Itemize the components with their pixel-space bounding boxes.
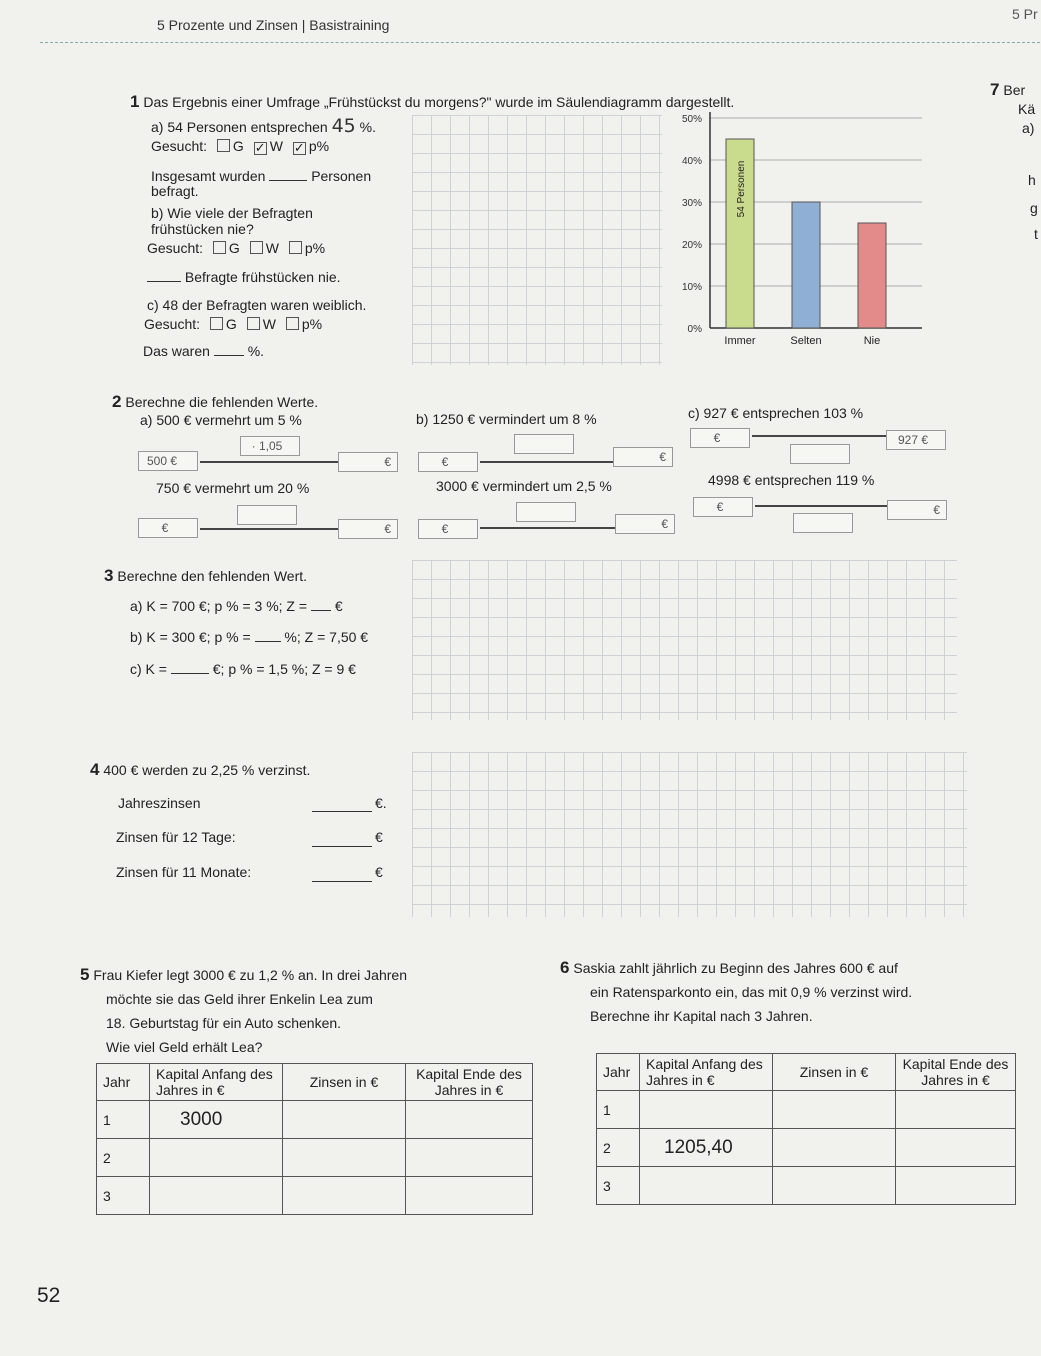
b-arrow — [480, 461, 613, 463]
e-factor-box[interactable] — [516, 502, 576, 522]
task5-line3: 18. Geburtstag für ein Auto schenken. — [106, 1015, 342, 1031]
task7-edge-l4: h — [1028, 172, 1036, 188]
cell-kapital-anfang[interactable] — [640, 1167, 773, 1205]
task2-number: 2 — [112, 392, 122, 411]
task1-grid — [412, 115, 662, 365]
cell-zinsen[interactable] — [283, 1139, 406, 1177]
y-tick-label: 0% — [687, 324, 702, 335]
task3-a-text: a) K = 700 €; p % = 3 %; Z = — [130, 598, 311, 614]
d-arrow — [200, 528, 338, 530]
task1-b-answer — [147, 269, 341, 285]
task4-row2: Zinsen für 12 Tage: — [116, 829, 236, 845]
y-tick-label: 50% — [681, 114, 702, 125]
checkbox-w[interactable] — [247, 317, 260, 330]
table-row — [97, 1177, 533, 1215]
x-tick-label: Immer — [724, 335, 756, 347]
task1-insgesamt — [151, 168, 371, 184]
task3-c-text2: €; p % = 1,5 %; Z = 9 € — [212, 661, 356, 677]
table-row — [597, 1091, 1016, 1129]
checkbox-w[interactable] — [250, 241, 263, 254]
checkbox-g[interactable] — [213, 241, 226, 254]
header-kapital-ende: Kapital Ende des Jahres in € — [406, 1064, 533, 1101]
task1-a-handwritten-answer: 45 — [331, 115, 356, 137]
task3-b — [130, 629, 368, 645]
cell-jahr: 1 — [597, 1091, 640, 1129]
cell-kapital-ende[interactable] — [896, 1091, 1016, 1129]
option-g-label: G — [228, 240, 240, 256]
task1-b-line2: frühstücken nie? — [151, 221, 254, 237]
table-row — [597, 1167, 1016, 1205]
f-result-box[interactable]: € — [693, 497, 753, 517]
task4-row3: Zinsen für 11 Monate: — [116, 864, 252, 880]
cell-kapital-ende[interactable] — [406, 1177, 533, 1215]
euro-sign: € — [334, 598, 343, 614]
task7-edge-l1: Ber — [1003, 82, 1026, 98]
c-start-box: 927 € — [886, 430, 946, 450]
table-header-row — [597, 1054, 1016, 1091]
option-g-label: G — [225, 316, 237, 332]
task3-c-blank[interactable] — [171, 661, 209, 674]
chapter-header: 5 Prozente und Zinsen | Basistraining — [157, 17, 390, 33]
option-w-label: W — [269, 138, 283, 154]
checkbox-p-checked[interactable]: ✓ — [293, 140, 305, 155]
cell-kapital-anfang[interactable] — [150, 1177, 283, 1215]
checkbox-p[interactable] — [289, 241, 302, 254]
e-start-box[interactable]: € — [418, 519, 478, 539]
task6-line2: ein Ratensparkonto ein, das mit 0,9 % verzinst wird. — [590, 984, 913, 1000]
percent-text: %. — [247, 343, 265, 359]
a-start-box: 500 € — [138, 451, 198, 471]
task4-number: 4 — [90, 760, 100, 779]
checkbox-g[interactable] — [210, 317, 223, 330]
gesucht-label: Gesucht: — [147, 240, 204, 256]
task4-grid — [412, 752, 967, 917]
task1-a-gesucht — [151, 138, 329, 155]
task2-f-label: 4998 € entsprechen 119 % — [708, 472, 875, 488]
task4-row1-blank[interactable] — [312, 811, 372, 812]
option-w-label: W — [262, 316, 276, 332]
cell-kapital-ende[interactable] — [406, 1139, 533, 1177]
a-result-box[interactable]: € — [338, 452, 398, 472]
cell-kapital-anfang[interactable]: 3000 — [150, 1101, 283, 1139]
x-tick-label: Selten — [790, 335, 822, 347]
task1-b-gesucht — [147, 240, 325, 256]
task5-number: 5 — [80, 965, 90, 984]
task5-line1-text: Frau Kiefer legt 3000 € zu 1,2 % an. In drei Jahren — [93, 967, 407, 983]
b-answer-text: Befragte frühstücken nie. — [184, 269, 341, 285]
header-zinsen: Zinsen in € — [283, 1064, 406, 1101]
header-jahr: Jahr — [97, 1064, 150, 1101]
option-g-label: G — [232, 138, 244, 154]
task1-c: c) 48 der Befragten waren weiblich. — [147, 297, 367, 313]
cell-zinsen[interactable] — [773, 1129, 896, 1167]
x-tick-label: Nie — [863, 335, 881, 347]
task5-table — [96, 1063, 533, 1215]
task1-a-unit: %. — [359, 119, 376, 135]
c-factor-box[interactable] — [790, 444, 850, 464]
das-waren-text: Das waren — [143, 343, 210, 359]
task6-line1 — [560, 958, 898, 978]
task4-row3-blank[interactable] — [312, 881, 372, 882]
checkbox-w-checked[interactable]: ✓ — [254, 140, 266, 155]
task1-intro-text: Das Ergebnis einer Umfrage „Frühstückst du morgens?" wurde im Säulendiagramm dargestellt. — [143, 94, 735, 110]
header-jahr: Jahr — [597, 1054, 640, 1091]
task6-line1-text: Saskia zahlt jährlich zu Beginn des Jahres 600 € auf — [573, 960, 898, 976]
header-kapital-anfang: Kapital Anfang des Jahres in € — [150, 1064, 283, 1101]
e-result-box[interactable]: € — [615, 514, 675, 534]
task7-edge-l2: Kä — [1018, 101, 1036, 117]
task7-edge-l5: g — [1030, 200, 1038, 216]
task4-row1: Jahreszinsen — [118, 795, 201, 811]
task3-c-text: c) K = — [130, 661, 171, 677]
page-number: 52 — [37, 1284, 61, 1307]
option-w-label: W — [265, 240, 279, 256]
insgesamt-text: Insgesamt wurden — [151, 168, 266, 184]
personen-text: Personen — [311, 168, 372, 184]
task2-b-label: b) 1250 € vermindert um 8 % — [416, 411, 597, 427]
header-rule — [40, 42, 1040, 43]
cell-zinsen[interactable] — [773, 1167, 896, 1205]
task4-row2-blank[interactable] — [312, 846, 372, 847]
cell-jahr: 2 — [597, 1129, 640, 1167]
task1-a — [151, 115, 376, 137]
a-arrow — [200, 461, 338, 463]
d-start-box[interactable]: € — [138, 518, 198, 538]
task4-row1-unit: €. — [375, 795, 387, 811]
task2-e-label: 3000 € vermindert um 2,5 % — [436, 478, 612, 494]
gesucht-label: Gesucht: — [144, 316, 201, 332]
task3-grid — [412, 560, 957, 720]
task1-c-gesucht — [144, 316, 322, 332]
task6-number: 6 — [560, 958, 570, 977]
task7-edge-l6: t — [1034, 226, 1038, 242]
factor-box[interactable]: · 1,05 — [240, 436, 300, 456]
task7-edge — [990, 80, 1025, 100]
b-answer-blank[interactable] — [147, 269, 181, 282]
table-header-row — [97, 1064, 533, 1101]
y-tick-label: 20% — [681, 240, 702, 251]
task3-b-text: b) K = 300 €; p % = — [130, 629, 255, 645]
checkbox-p[interactable] — [286, 317, 299, 330]
task1-number: 1 — [130, 92, 140, 111]
option-p-label: p% — [308, 138, 330, 154]
y-tick-label: 40% — [681, 156, 702, 167]
task6-line3: Berechne ihr Kapital nach 3 Jahren. — [590, 1008, 813, 1024]
cell-jahr: 3 — [597, 1167, 640, 1205]
cell-jahr: 2 — [97, 1139, 150, 1177]
table-row — [97, 1139, 533, 1177]
cell-kapital-ende[interactable] — [406, 1101, 533, 1139]
bar-data-label: 54 Personen — [736, 160, 747, 218]
header-kapital-anfang: Kapital Anfang des Jahres in € — [640, 1054, 773, 1091]
y-tick-label: 30% — [681, 198, 702, 209]
cell-jahr: 1 — [97, 1101, 150, 1139]
cell-kapital-ende[interactable] — [896, 1167, 1016, 1205]
task5-line2: möchte sie das Geld ihrer Enkelin Lea zum — [106, 991, 373, 1007]
cell-zinsen[interactable] — [283, 1101, 406, 1139]
befragt-text: befragt. — [151, 183, 199, 199]
bar-selten — [792, 202, 820, 328]
b-result-box[interactable]: € — [613, 447, 673, 467]
task2-title-text: Berechne die fehlenden Werte. — [125, 394, 319, 410]
f-arrow — [755, 505, 887, 507]
b-start-box[interactable]: € — [418, 452, 478, 472]
table-row — [97, 1101, 533, 1139]
f-start-box[interactable]: € — [887, 500, 947, 520]
cell-kapital-anfang[interactable]: 1205,40 — [640, 1129, 773, 1167]
task7-number: 7 — [990, 80, 1000, 99]
task1-intro — [130, 92, 734, 112]
task5-line4: Wie viel Geld erhält Lea? — [106, 1039, 263, 1055]
task5-line1 — [80, 965, 407, 985]
b-factor-box[interactable] — [514, 434, 574, 454]
task2-title — [112, 392, 318, 412]
y-tick-label: 10% — [681, 282, 702, 293]
c-answer-blank[interactable] — [214, 343, 244, 356]
task3-a — [130, 598, 343, 614]
cell-kapital-anfang[interactable] — [150, 1139, 283, 1177]
e-arrow — [480, 527, 615, 529]
task7-edge-l3: a) — [1022, 120, 1035, 136]
task2-a-label: a) 500 € vermehrt um 5 % — [140, 412, 302, 428]
cell-zinsen[interactable] — [283, 1177, 406, 1215]
task3-a-blank[interactable] — [311, 598, 331, 611]
right-page-header: 5 Pr — [1012, 6, 1038, 22]
c-arrow — [752, 435, 886, 437]
gesucht-label: Gesucht: — [151, 138, 208, 154]
cell-jahr: 3 — [97, 1177, 150, 1215]
header-zinsen: Zinsen in € — [773, 1054, 896, 1091]
cell-zinsen[interactable] — [773, 1091, 896, 1129]
task4-row3-unit: € — [375, 864, 383, 880]
task2-d-label: 750 € vermehrt um 20 % — [156, 480, 310, 496]
f-factor-box[interactable] — [793, 513, 853, 533]
task4-title — [90, 760, 310, 780]
task6-table — [596, 1053, 1016, 1205]
option-p-label: p% — [304, 240, 326, 256]
checkbox-g[interactable] — [217, 139, 230, 152]
d-result-box[interactable]: € — [338, 519, 398, 539]
c-result-box[interactable]: € — [690, 428, 750, 448]
cell-kapital-ende[interactable] — [896, 1129, 1016, 1167]
bar-nie — [858, 223, 886, 328]
task3-title — [104, 566, 307, 586]
insgesamt-blank[interactable] — [269, 168, 307, 181]
table-row — [597, 1129, 1016, 1167]
task1-a-text: a) 54 Personen entsprechen — [151, 119, 328, 135]
task1-c-answer — [143, 343, 264, 359]
task2-c-label: c) 927 € entsprechen 103 % — [688, 405, 864, 421]
task3-b-blank[interactable] — [255, 629, 281, 642]
task3-c — [130, 661, 356, 677]
header-kapital-ende: Kapital Ende des Jahres in € — [896, 1054, 1016, 1091]
d-factor-box[interactable] — [237, 505, 297, 525]
survey-bar-chart — [660, 100, 930, 360]
task4-row2-unit: € — [375, 829, 383, 845]
task3-title-text: Berechne den fehlenden Wert. — [117, 568, 308, 584]
task3-b-text2: %; Z = 7,50 € — [284, 629, 369, 645]
task1-b-line1: b) Wie viele der Befragten — [151, 205, 313, 221]
task3-number: 3 — [104, 566, 114, 585]
option-p-label: p% — [301, 316, 323, 332]
cell-kapital-anfang[interactable] — [640, 1091, 773, 1129]
task4-title-text: 400 € werden zu 2,25 % verzinst. — [103, 762, 311, 778]
